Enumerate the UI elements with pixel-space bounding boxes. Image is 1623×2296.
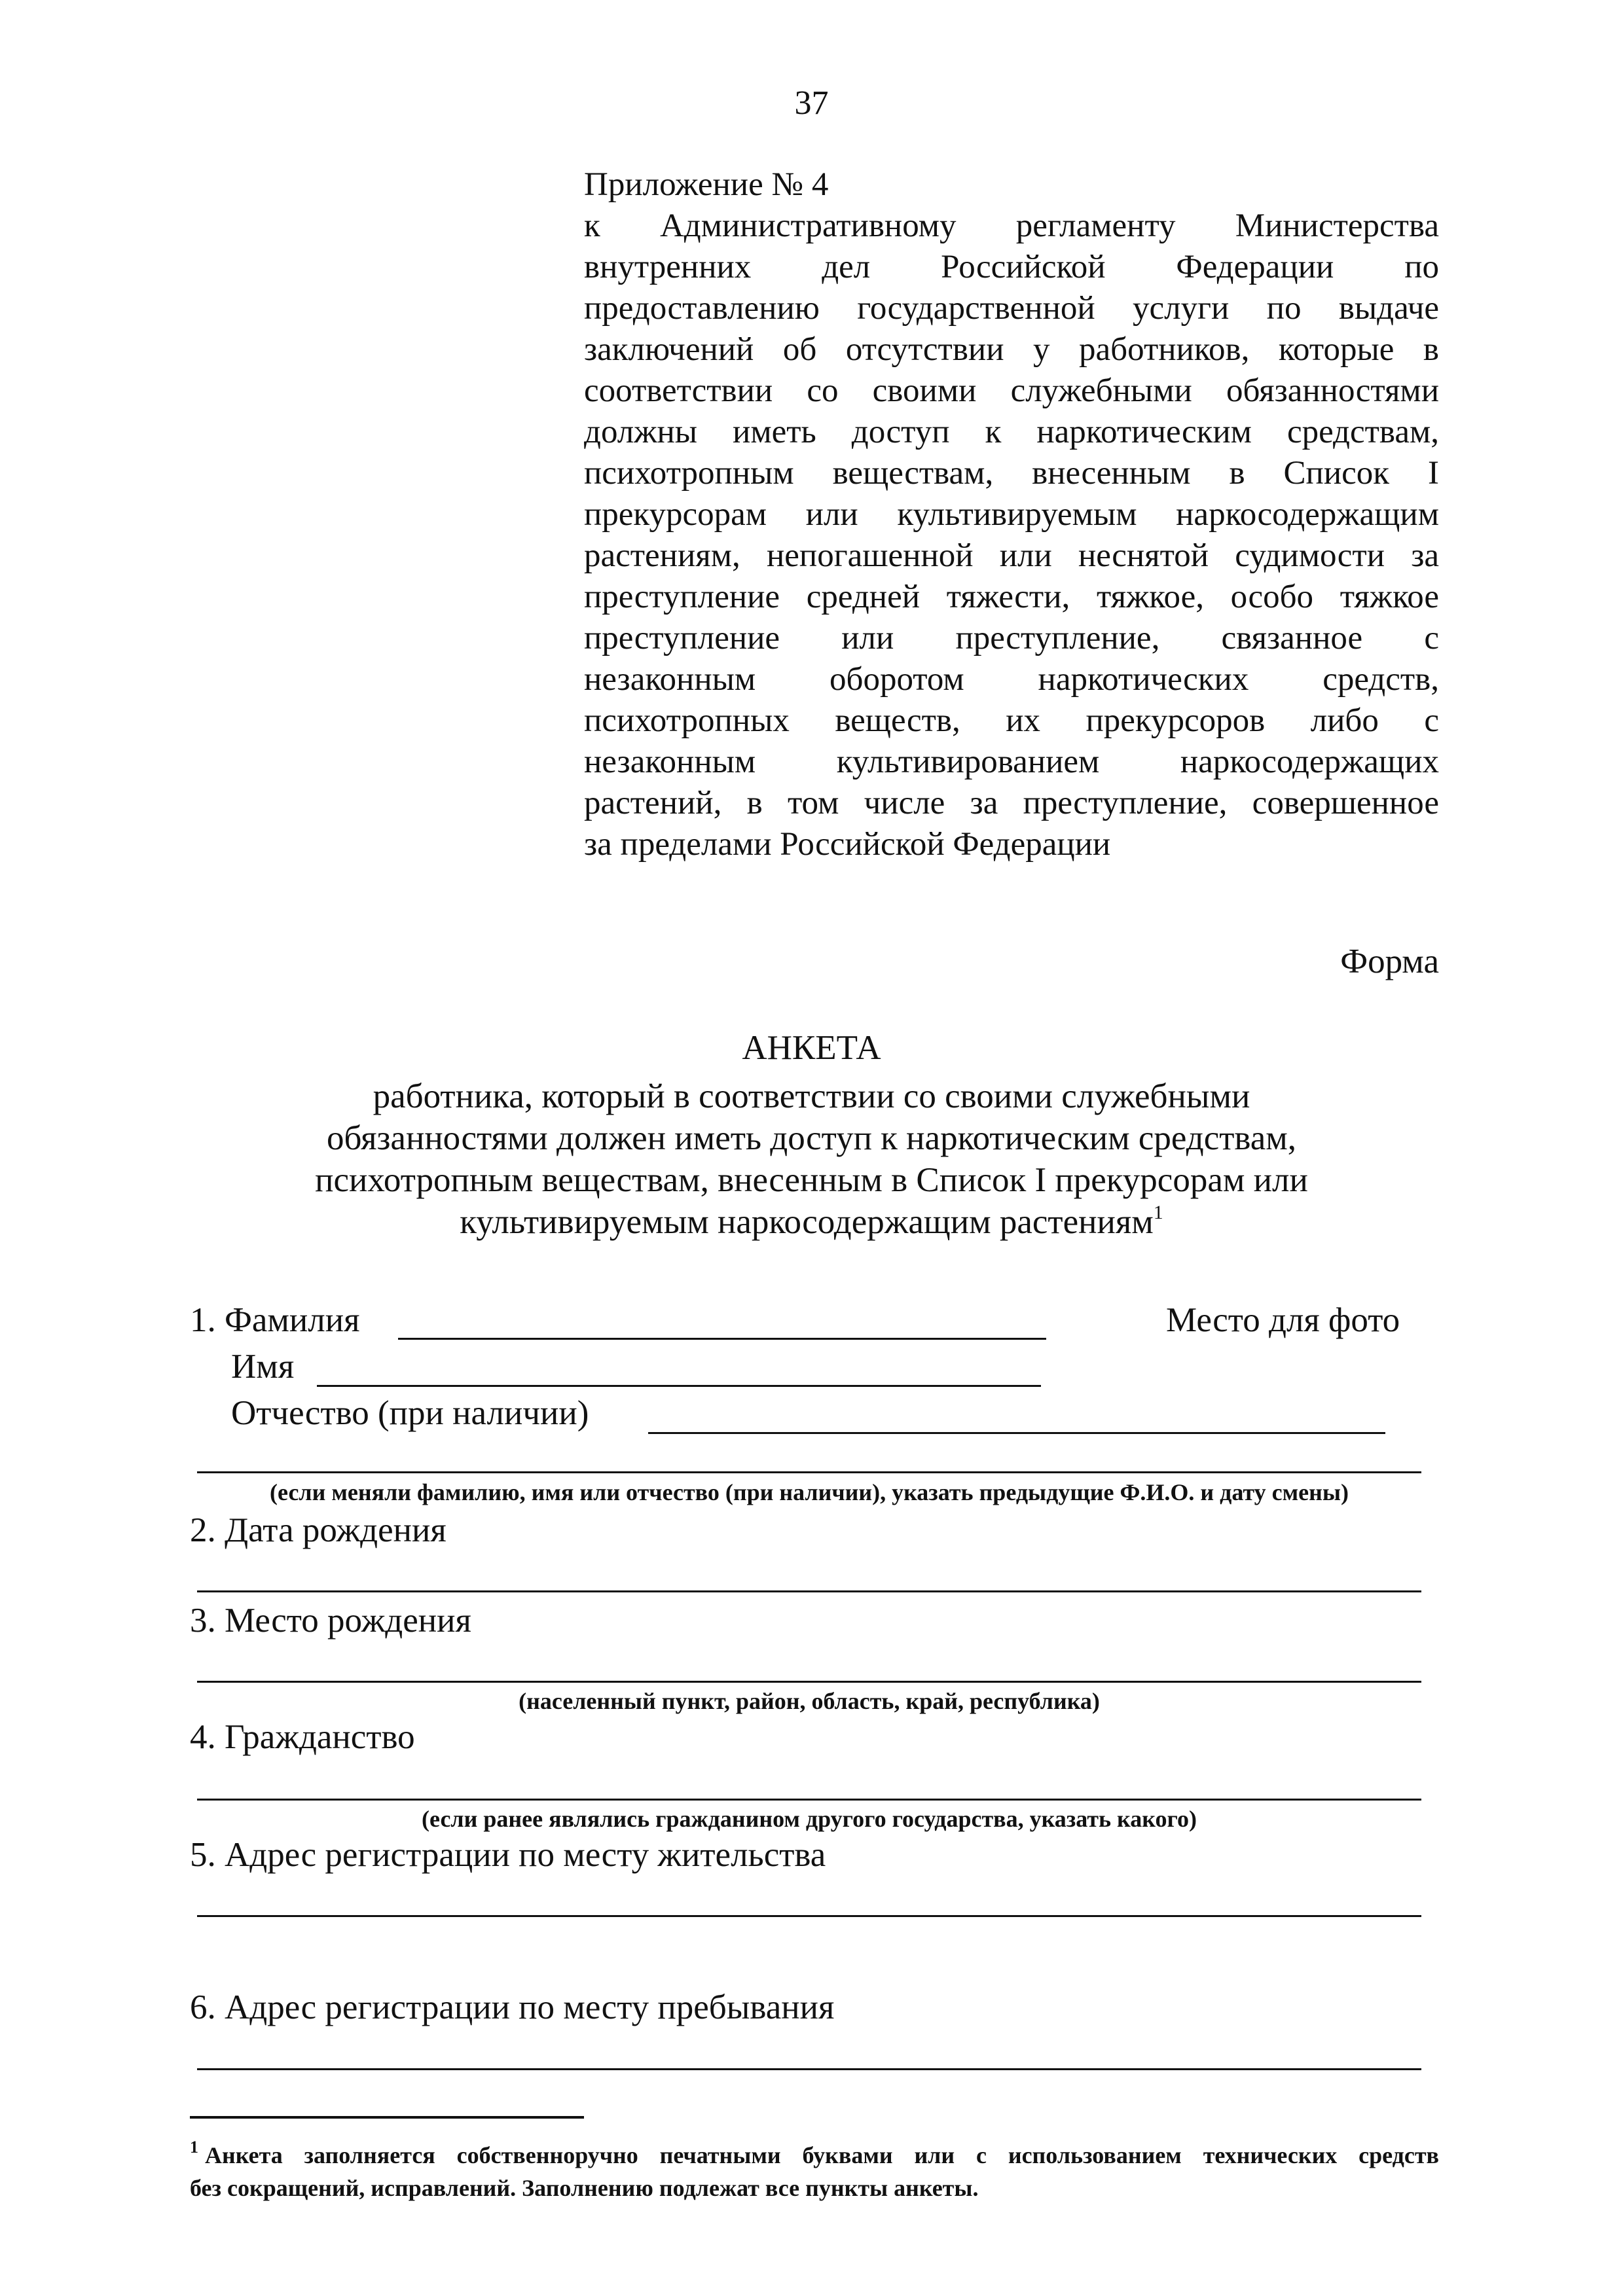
birth-date-label: 2. Дата рождения bbox=[190, 1511, 447, 1549]
patronymic-label: Отчество (при наличии) bbox=[231, 1394, 589, 1432]
subtitle-line-last bbox=[0, 1201, 1623, 1243]
footnote-mark: 1 bbox=[190, 2138, 198, 2157]
appendix-line: психотропным веществам, внесенным в Список I bbox=[584, 455, 1439, 492]
appendix-line: соответствии со своими служебными обязанностями bbox=[584, 372, 1439, 409]
subtitle-line: работника, который в соответствии со своими служебными bbox=[373, 1077, 1250, 1115]
patronymic-field[interactable] bbox=[648, 1432, 1385, 1434]
birth-place-field[interactable] bbox=[197, 1681, 1421, 1683]
footnote bbox=[190, 2139, 1439, 2204]
residence-address-label: 5. Адрес регистрации по месту жительства bbox=[190, 1836, 826, 1874]
appendix-line: незаконным оборотом наркотических средств, bbox=[584, 661, 1439, 698]
stay-address-field[interactable] bbox=[197, 2068, 1421, 2070]
questionnaire-title: АНКЕТА bbox=[742, 1029, 881, 1067]
footnote-separator bbox=[190, 2116, 584, 2119]
appendix-line: психотропных веществ, их прекурсоров либо с bbox=[584, 702, 1439, 739]
appendix-line: прекурсорам или культивируемым наркосодержащим bbox=[584, 496, 1439, 533]
appendix-line: преступление или преступление, связанное с bbox=[584, 620, 1439, 656]
appendix-line: внутренних дел Российской Федерации по bbox=[584, 249, 1439, 285]
appendix-line: предоставлению государственной услуги по выдаче bbox=[584, 290, 1439, 327]
stay-address-label: 6. Адрес регистрации по месту пребывания bbox=[190, 1988, 835, 2026]
name-change-hint: (если меняли фамилию, имя или отчество (при наличии), указать предыдущие Ф.И.О. и дату смены) bbox=[270, 1479, 1349, 1505]
appendix-line: за пределами Российской Федерации bbox=[584, 826, 1111, 863]
birth-place-label: 3. Место рождения bbox=[190, 1602, 471, 1640]
residence-address-field[interactable] bbox=[197, 1915, 1421, 1917]
appendix-title: Приложение № 4 bbox=[584, 166, 829, 203]
birth-place-hint: (населенный пункт, район, область, край, республика) bbox=[519, 1688, 1100, 1714]
page-number: 37 bbox=[794, 84, 829, 122]
citizenship-hint: (если ранее являлись гражданином другого государства, указать какого) bbox=[422, 1806, 1197, 1832]
subtitle-line: психотропным веществам, внесенным в Список I прекурсорам или bbox=[315, 1161, 1308, 1199]
appendix-line: должны иметь доступ к наркотическим средствам, bbox=[584, 414, 1439, 450]
footnote-line bbox=[190, 2139, 1439, 2172]
appendix-line: незаконным культивированием наркосодержащих bbox=[584, 744, 1439, 780]
surname-label: 1. Фамилия bbox=[190, 1301, 360, 1339]
appendix-line: преступление средней тяжести, тяжкое, особо тяжкое bbox=[584, 579, 1439, 615]
appendix-line: растений, в том числе за преступление, совершенное bbox=[584, 785, 1439, 821]
photo-place-label: Место для фото bbox=[1166, 1301, 1400, 1339]
citizenship-field[interactable] bbox=[197, 1799, 1421, 1801]
form-label: Форма bbox=[1340, 942, 1439, 980]
subtitle-line-text: культивируемым наркосодержащим растениям bbox=[460, 1203, 1154, 1241]
name-label: Имя bbox=[231, 1348, 295, 1386]
subtitle-line: обязанностями должен иметь доступ к наркотическим средствам, bbox=[326, 1119, 1297, 1157]
appendix-line: заключений об отсутствии у работников, которые в bbox=[584, 331, 1439, 368]
appendix-line: растениям, непогашенной или неснятой судимости за bbox=[584, 537, 1439, 574]
surname-field[interactable] bbox=[398, 1338, 1046, 1340]
footnote-line: без сокращений, исправлений. Заполнению подлежат все пункты анкеты. bbox=[190, 2175, 979, 2201]
appendix-line: к Административному регламенту Министерства bbox=[584, 207, 1439, 244]
birth-date-field[interactable] bbox=[197, 1590, 1421, 1592]
footnote-text: Анкета заполняется собственноручно печатными буквами или с использованием технических средств bbox=[205, 2142, 1439, 2168]
questionnaire-subtitle bbox=[0, 1075, 1623, 1243]
previous-names-field[interactable] bbox=[197, 1471, 1421, 1473]
footnote-reference: 1 bbox=[1153, 1202, 1163, 1223]
name-field[interactable] bbox=[317, 1385, 1041, 1387]
citizenship-label: 4. Гражданство bbox=[190, 1718, 415, 1756]
appendix-header bbox=[584, 164, 1439, 865]
